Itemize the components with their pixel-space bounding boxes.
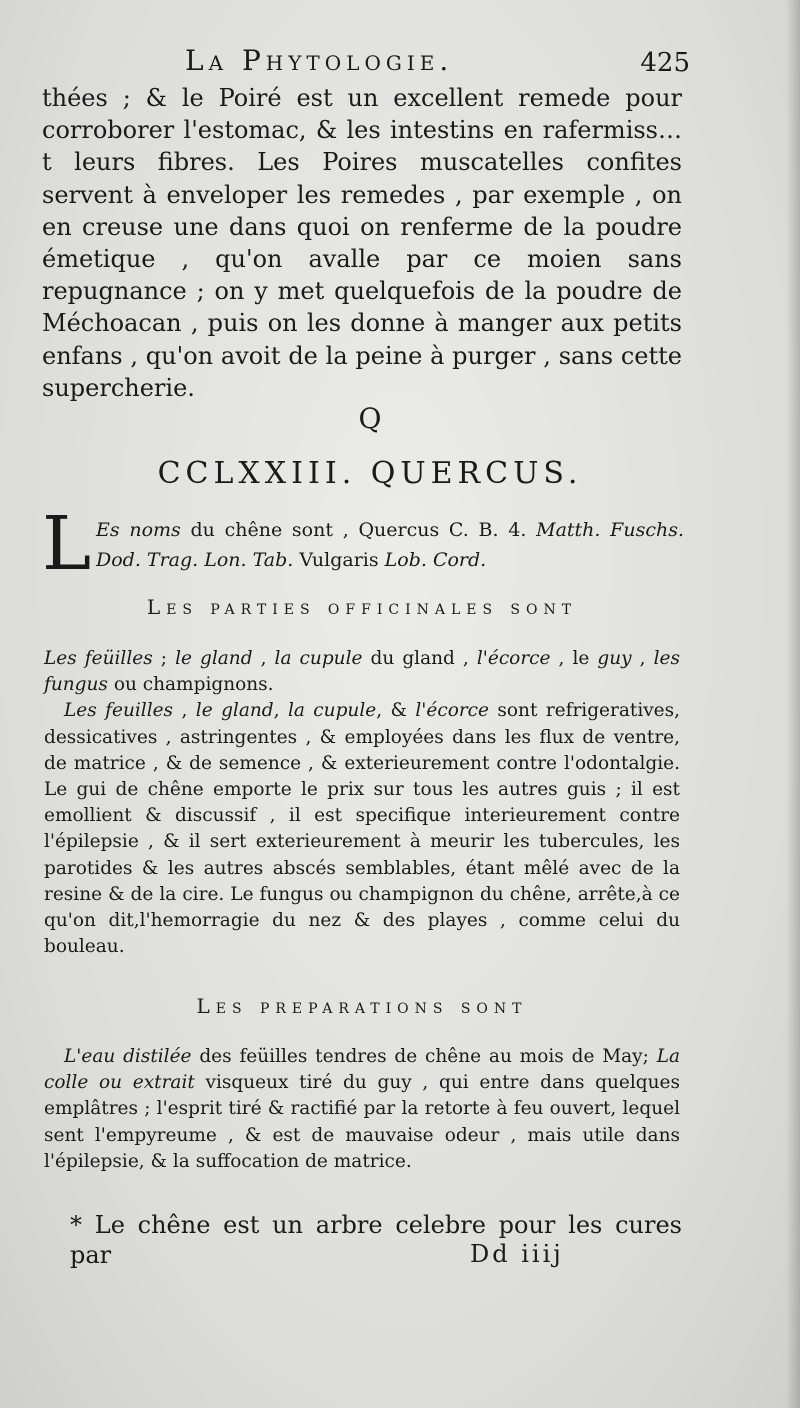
- officinal-heading: Les parties officinales sont: [146, 595, 578, 619]
- term-gland: le gland: [175, 648, 253, 669]
- text-sep: ,: [631, 648, 654, 669]
- text-sep: , le: [550, 648, 598, 669]
- names-authors-2: Lob. Cord.: [384, 549, 487, 571]
- term-feuilles: Les feuilles: [64, 700, 174, 722]
- term-eau-distilee: L'eau distilée: [64, 1046, 192, 1067]
- page-number: 425: [640, 48, 690, 78]
- intro-paragraph: [42, 82, 682, 404]
- officinal-parts: [44, 646, 680, 698]
- text-sep: ,: [252, 648, 275, 669]
- text-sep: ,: [173, 700, 196, 722]
- names-lead: Es noms: [96, 519, 181, 541]
- names-paragraph: [42, 501, 684, 587]
- section-title: CCLXXIII. QUERCUS.: [157, 456, 583, 491]
- intro-text: thées ; & le Poiré est un excellent remede pour corroborer l'estomac, & les intestins en rafermiss… t leurs fibres. Les Poires muscatelles confites servent à enveloper les remedes , par exemple , on en creuse une dans quoi on renferme de la poudre émetique , qu'on avalle par ce moien sans repugnance ; on y met quelquefois de la poudre de Méchoacan , puis on les donne à manger aux petits enfans , qu'on avoit de la peine à purger , sans cette supercherie.: [42, 84, 682, 402]
- term-gland: le gland: [195, 700, 274, 722]
- term-colle: La colle ou extrait: [44, 1046, 681, 1094]
- page-edge-shadow: [786, 0, 800, 1408]
- names-text-1: du chêne sont , Quercus C. B. 4.: [180, 519, 537, 541]
- preparations-body: visqueux tiré du guy , qui entre dans quelques emplâtres ; l'esprit tiré & ractifié par la retorte à feu ouvert, lequel sent l'empyreume , & est de mauvaise odeur , mais utile dans l'épilepsie, & la suffocation de matrice.: [44, 1072, 681, 1172]
- names-text: [96, 515, 684, 575]
- running-title: La Phytologie.: [185, 44, 454, 77]
- text-sep: ;: [152, 648, 176, 669]
- text-sep: ,: [273, 700, 288, 722]
- section-letter: Q: [358, 402, 382, 435]
- officinal-properties: [44, 698, 680, 960]
- term-ecorce: l'écorce: [415, 700, 489, 722]
- text-sep: ou champignons.: [107, 674, 274, 696]
- term-cupule: la cupule: [287, 700, 377, 722]
- text-sep: du gland ,: [362, 648, 477, 669]
- term-cupule: la cupule: [274, 648, 363, 669]
- names-text-2: Vulgaris: [293, 549, 385, 571]
- text-sep: des feüilles tendres de chêne au mois de May;: [191, 1046, 657, 1067]
- term-feuilles: Les feüilles: [44, 648, 153, 669]
- officinal-section: [44, 646, 680, 960]
- preparations-text: [44, 1044, 680, 1175]
- footnote-line: * Le chêne est un arbre celebre pour les cures par: [70, 1211, 682, 1269]
- signature-mark: Dd iiij: [470, 1240, 564, 1268]
- preparations-heading: Les preparations sont: [196, 994, 528, 1018]
- running-head: [40, 44, 690, 84]
- text-sep: , &: [376, 700, 416, 722]
- properties-text: sont refrigeratives, dessicatives , astringentes , & employées dans les flux de ventre, de matrice , & de semence , & exterieurement contre l'odontalgie. Le gui de chêne emporte le prix sur tous les autres guis ; il est emollient & discussif , il est specifique interieurement contre l'épilepsie , & il sert exterieurement à meurir les tubercules, les parotides & les autres abscés semblables, étant mêlé avec de la resine & de la cire. Le fungus ou champignon du chêne, arrête,à ce qu'on dit,l'hemorragie du nez & des playes , comme celui du bouleau.: [44, 700, 681, 958]
- term-guy: guy: [597, 648, 632, 669]
- preparations-section: [44, 1044, 680, 1175]
- names-authors-1: Matth. Fuschs. Dod. Trag. Lon. Tab.: [96, 519, 684, 571]
- drop-cap: L: [42, 501, 92, 587]
- term-ecorce: l'écorce: [476, 648, 551, 669]
- term-fungus: les fungus: [44, 648, 680, 696]
